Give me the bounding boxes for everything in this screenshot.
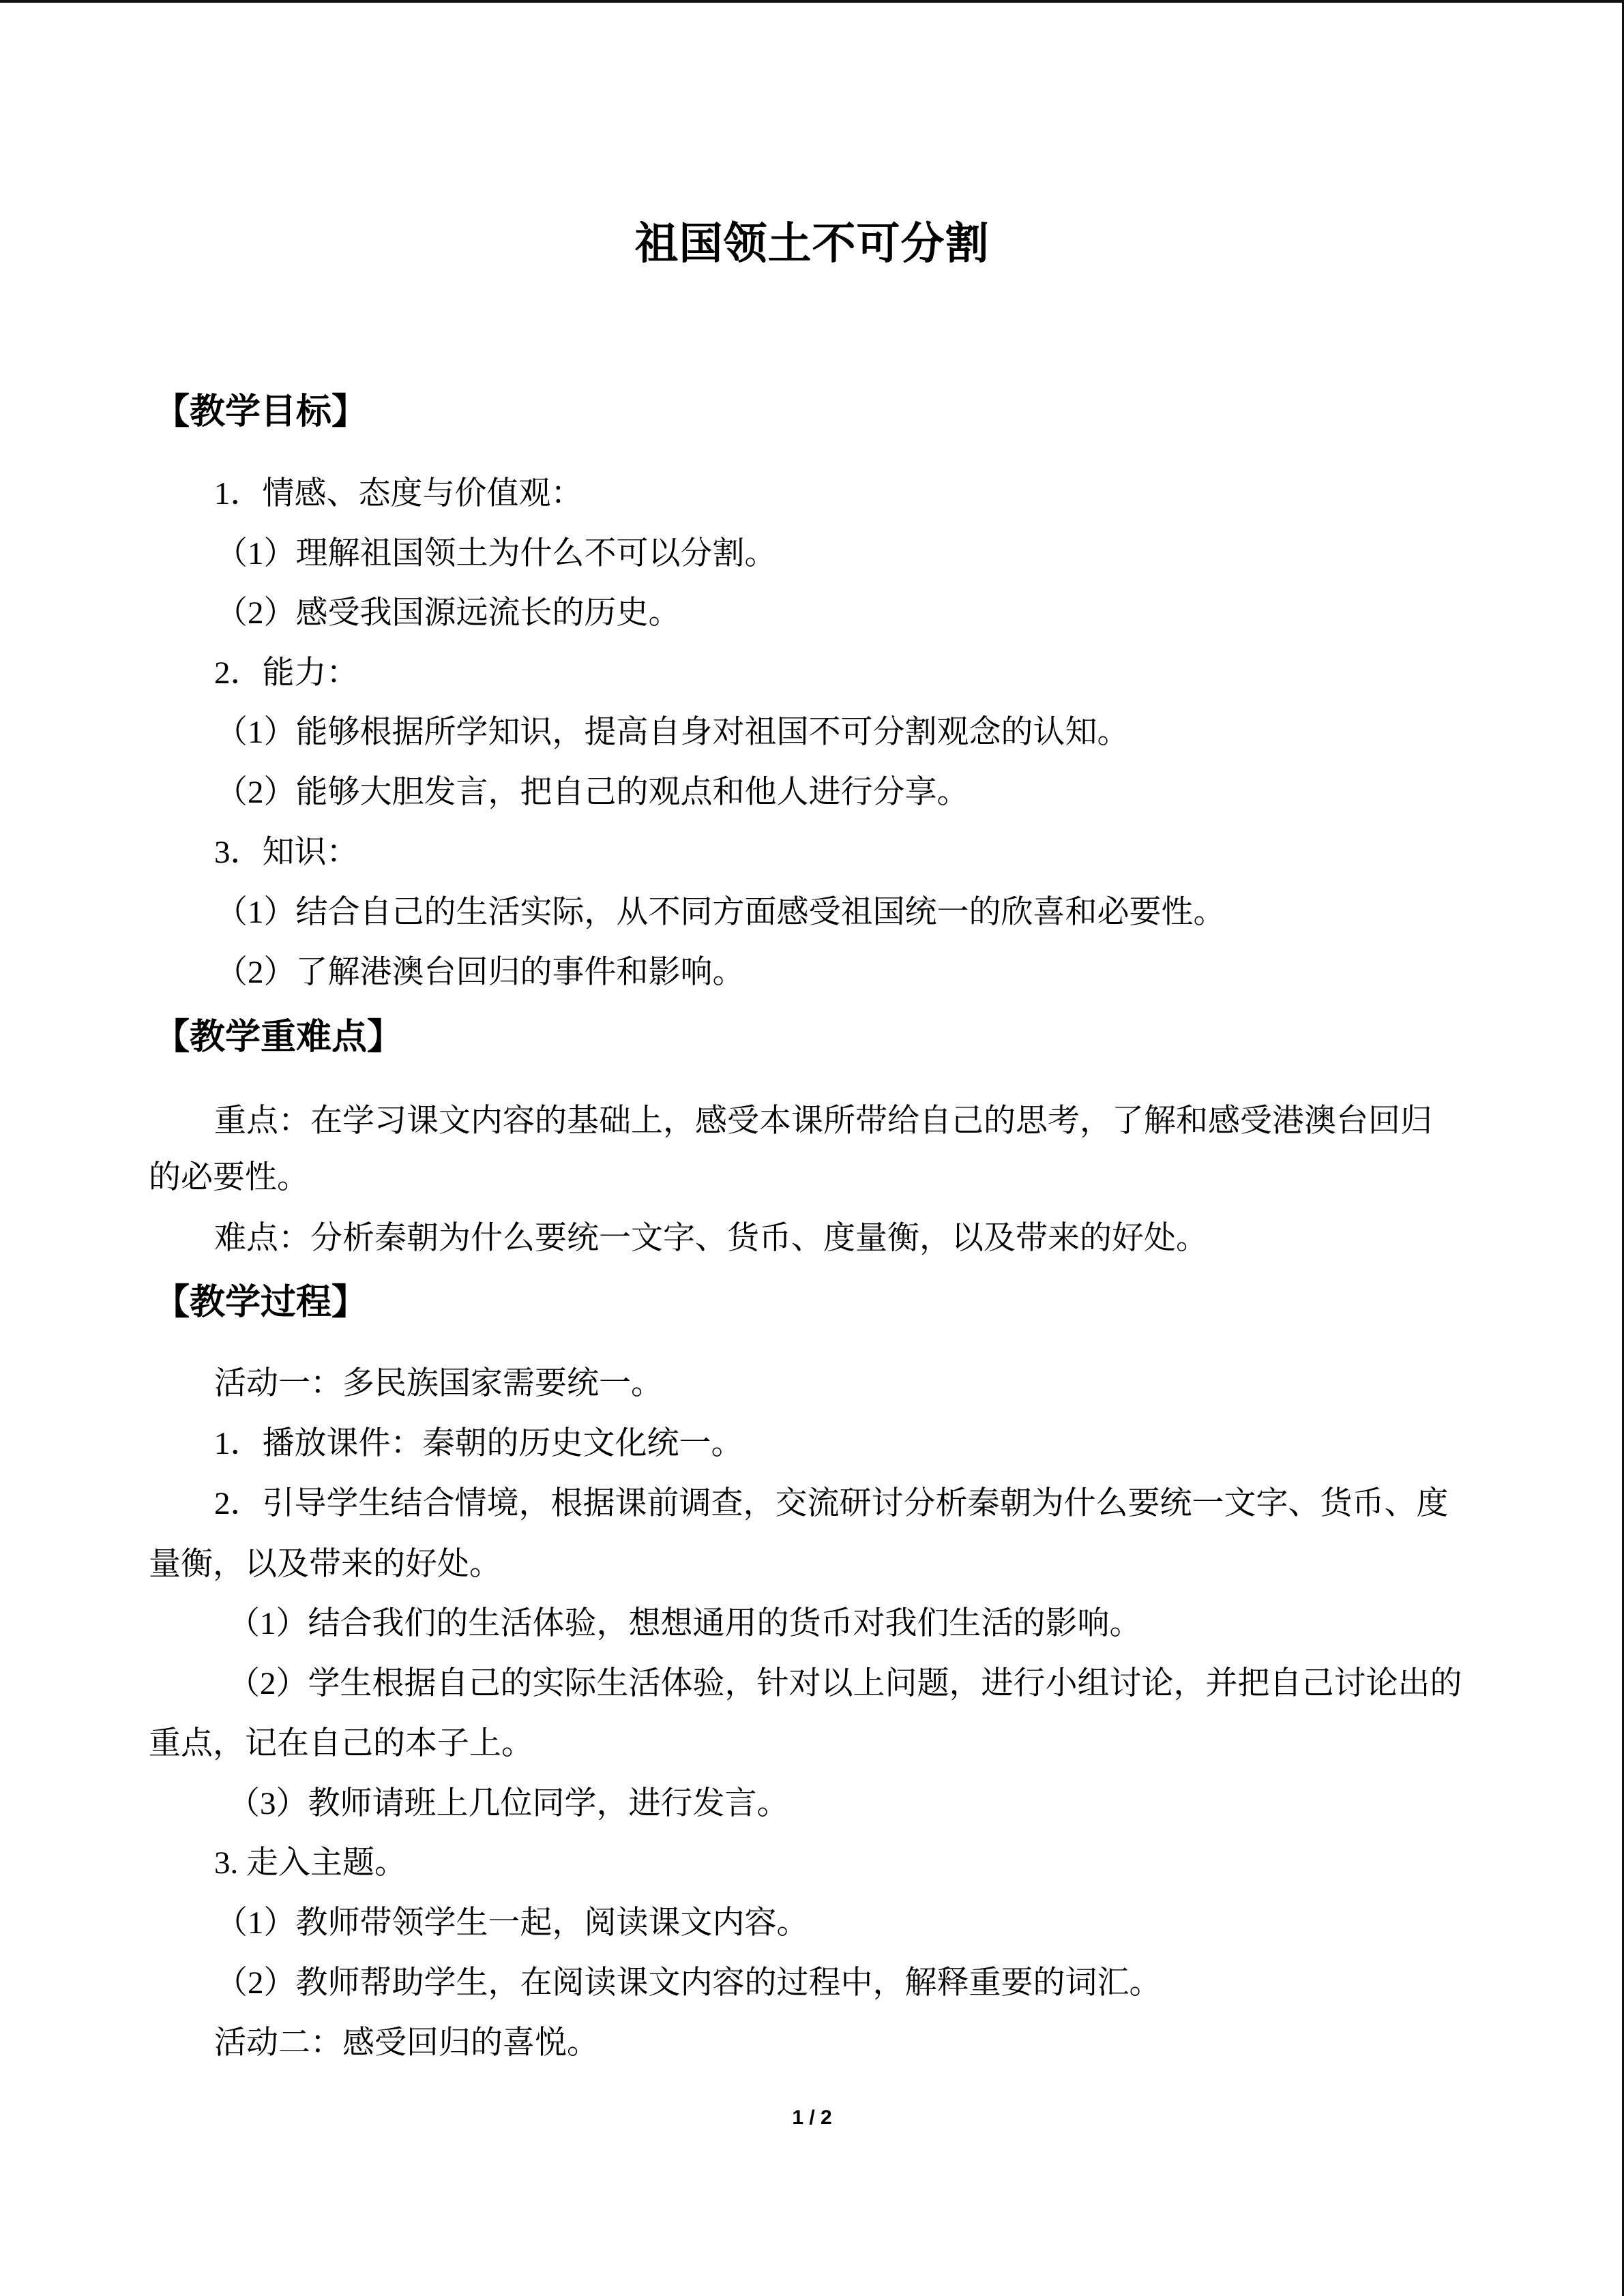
process-item-continued: 量衡，以及带来的好处。 bbox=[149, 1547, 501, 1582]
goal-item: 3．知识： bbox=[214, 835, 359, 870]
process-item: （2）教师帮助学生，在阅读课文内容的过程中，解释重要的词汇。 bbox=[216, 1965, 1162, 2001]
process-item-continued: 重点，记在自己的本子上。 bbox=[149, 1726, 533, 1761]
process-item: 2．引导学生结合情境，根据课前调查，交流研讨分析秦朝为什么要统一文字、货币、度 bbox=[214, 1486, 1449, 1521]
page-number: 1 / 2 bbox=[792, 2106, 832, 2129]
goal-item: （2）了解港澳台回归的事件和影响。 bbox=[216, 955, 745, 990]
process-item: （3）教师请班上几位同学，进行发言。 bbox=[228, 1786, 789, 1821]
process-item: 3. 走入主题。 bbox=[214, 1845, 407, 1881]
goal-item: （2）感受我国源远流长的历史。 bbox=[216, 595, 681, 631]
process-activity-title: 活动二：感受回归的喜悦。 bbox=[214, 2025, 599, 2061]
process-item: （1）教师带领学生一起，阅读课文内容。 bbox=[216, 1905, 809, 1941]
goal-item: （1）理解祖国领土为什么不可以分割。 bbox=[216, 536, 777, 571]
process-item: 1．播放课件：秦朝的历史文化统一。 bbox=[214, 1426, 743, 1461]
goal-item: 1．情感、态度与价值观： bbox=[214, 476, 583, 511]
key-point-text: 重点：在学习课文内容的基础上，感受本课所带给自己的思考，了解和感受港澳台回归 bbox=[214, 1103, 1432, 1139]
process-item: （1）结合我们的生活体验，想想通用的货币对我们生活的影响。 bbox=[228, 1606, 1142, 1641]
section-heading-key-points: 【教学重难点】 bbox=[154, 1017, 403, 1057]
process-activity-title: 活动一：多民族国家需要统一。 bbox=[214, 1366, 663, 1401]
goal-item: （1）能够根据所学知识，提高自身对祖国不可分割观念的认知。 bbox=[216, 715, 1130, 750]
goal-item: 2．能力： bbox=[214, 655, 359, 691]
section-heading-goals: 【教学目标】 bbox=[154, 392, 368, 432]
document-title: 祖国领土不可分割 bbox=[634, 220, 990, 268]
process-item: （2）学生根据自己的实际生活体验，针对以上问题，进行小组讨论，并把自己讨论出的 bbox=[228, 1666, 1462, 1701]
goal-item: （2）能够大胆发言，把自己的观点和他人进行分享。 bbox=[216, 775, 969, 810]
section-heading-process: 【教学过程】 bbox=[154, 1283, 368, 1322]
difficulty-text: 难点：分析秦朝为什么要统一文字、货币、度量衡，以及带来的好处。 bbox=[214, 1221, 1208, 1256]
key-point-text-continued: 的必要性。 bbox=[149, 1160, 309, 1195]
goal-item: （1）结合自己的生活实际，从不同方面感受祖国统一的欣喜和必要性。 bbox=[216, 895, 1226, 930]
